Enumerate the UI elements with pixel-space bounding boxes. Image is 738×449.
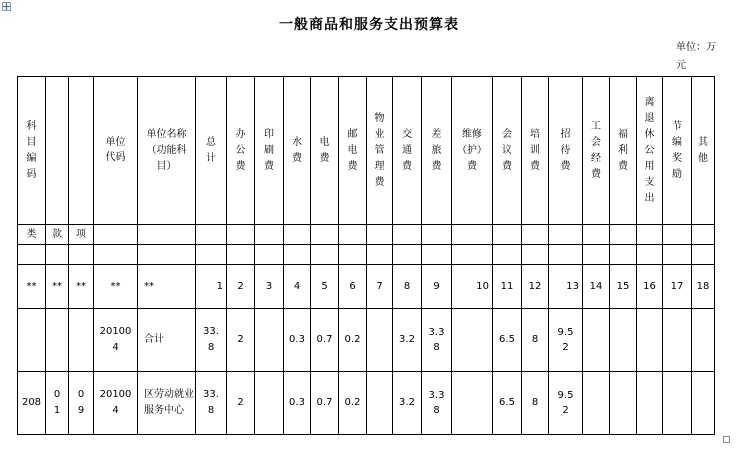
header-training: 培训费	[522, 77, 549, 225]
header-retiree: 离退休公用支出	[637, 77, 663, 225]
header-maintenance: 维修（护）费	[452, 77, 493, 225]
blank-row	[18, 245, 715, 265]
header-office: 办公费	[227, 77, 255, 225]
header-union: 工会经费	[583, 77, 610, 225]
header-property: 物业管理费	[367, 77, 393, 225]
header-welfare: 福利费	[610, 77, 637, 225]
header-electricity: 电费	[311, 77, 339, 225]
header-festival: 节编奖励	[663, 77, 692, 225]
header-printing: 印刷费	[255, 77, 284, 225]
header-water: 水费	[284, 77, 311, 225]
header-item: 项	[69, 225, 94, 245]
table-resize-handle[interactable]	[723, 436, 730, 443]
header-total: 总计	[196, 77, 227, 225]
header-class: 类	[18, 225, 46, 245]
header-other: 其他	[692, 77, 715, 225]
header-hospitality: 招待费	[549, 77, 583, 225]
header-subject-code: 科目编码	[18, 77, 46, 225]
header-unit-code: 单位代码	[94, 77, 138, 225]
page-title: 一般商品和服务支出预算表	[279, 17, 459, 33]
table-move-handle-icon[interactable]	[2, 2, 11, 11]
header-post: 邮电费	[339, 77, 367, 225]
header-meeting: 会议费	[493, 77, 522, 225]
header-travel: 差旅费	[422, 77, 452, 225]
header-unit-name: 单位名称（功能科目）	[138, 77, 196, 225]
header-transport: 交通费	[393, 77, 422, 225]
header-row	[18, 77, 715, 225]
budget-table	[17, 76, 715, 435]
subheader-row	[18, 225, 715, 245]
table-row: 201004 合计 33.8 2 0.3 0.7 0.2 3.2 3.38 6.5 8 9.52	[18, 309, 715, 372]
header-section: 款	[46, 225, 69, 245]
index-row: ** ** ** ** ** 1 2 3 4 5 6 7 8 9 10 11 12 13 14 15 16 17 18	[18, 265, 715, 309]
unit-label: 单位：万元	[676, 42, 716, 71]
table-row: 208 01 09 201004 区劳动就业服务中心 33.8 2 0.3 0.7 0.2 3.2 3.38 6.5 8 9.52	[18, 372, 715, 435]
